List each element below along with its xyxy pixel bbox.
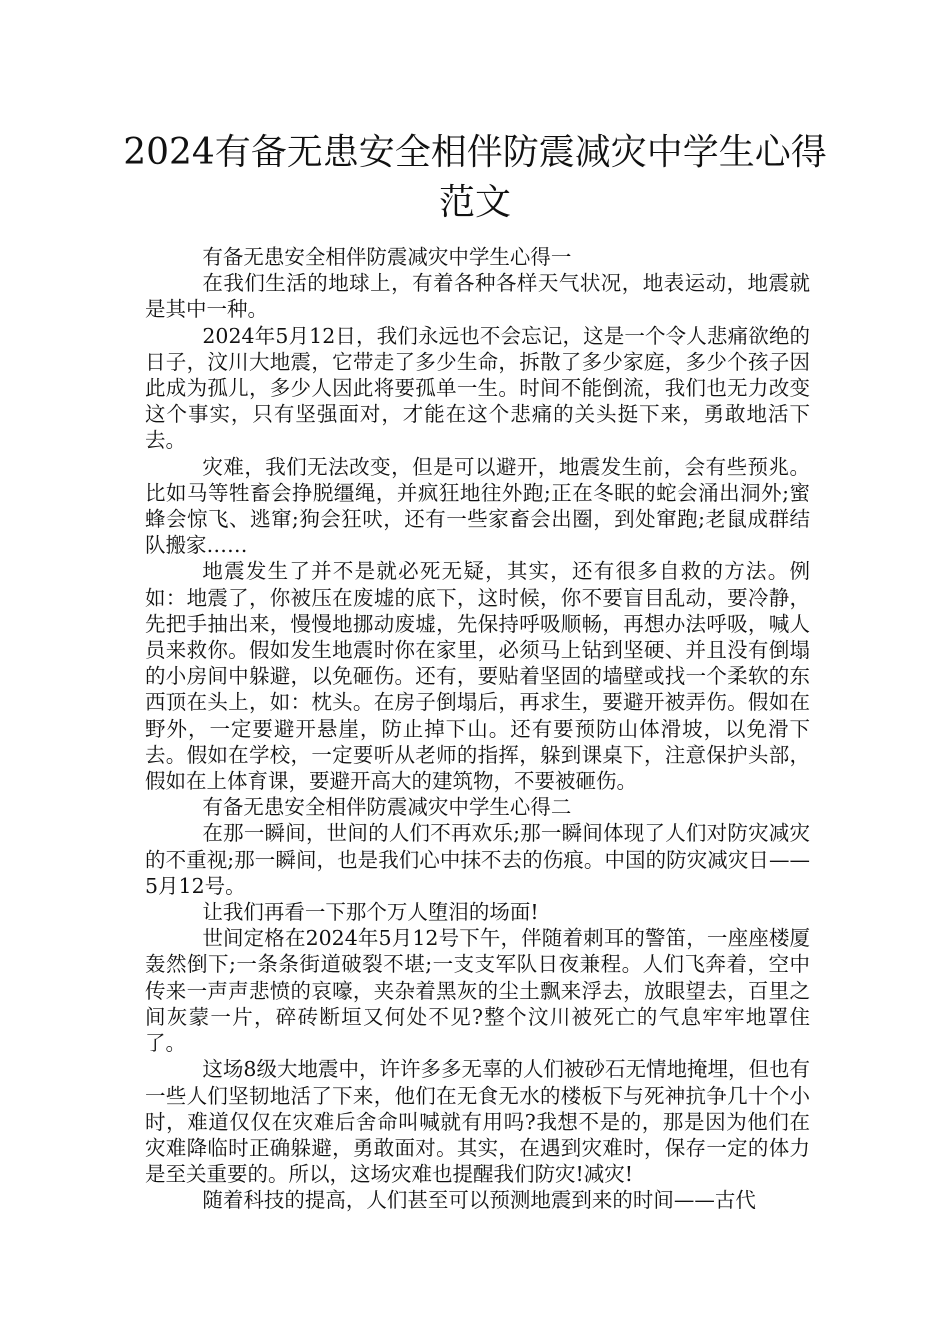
- paragraph: 这场8级大地震中，许许多多无辜的人们被砂石无情地掩埋，但也有一些人们坚韧地活了下来，他们在无食无水的楼板下与死神抗争几十个小时，难道仅仅在灾难后舍命叫喊就有用吗?我想不是的，那是因为他们在灾难降临时正确躲避，勇敢面对。其实，在遇到灾难时，保存一定的体力是至关重要的。所以，这场灾难也提醒我们防灾!减灾!: [145, 1057, 810, 1187]
- section-heading-1: 有备无患安全相伴防震减灾中学生心得一: [202, 245, 572, 269]
- paragraph: 地震发生了并不是就必死无疑，其实，还有很多自救的方法。例如：地震了，你被压在废墟的底下，这时候，你不要盲目乱动，要冷静，先把手抽出来，慢慢地挪动废墟，先保持呼吸顺畅，再想办法呼吸，喊人员来救你。假如发生地震时你在家里，必须马上钻到坚硬、并且没有倒塌的小房间中躲避，以免砸伤。还有，要贴着坚固的墙壁或找一个柔软的东西顶在头上，如：枕头。在房子倒塌后，再求生，要避开被弄伤。假如在野外，一定要避开悬崖，防止掉下山。还有要预防山体滑坡，以免滑下去。假如在学校，一定要听从老师的指挥，躲到课桌下，注意保护头部，假如在上体育课，要避开高大的建筑物，不要被砸伤。: [145, 559, 810, 794]
- paragraph: 在那一瞬间，世间的人们不再欢乐;那一瞬间体现了人们对防灾减灾的不重视;那一瞬间，也是我们心中抹不去的伤痕。中国的防灾减灾日——5月12号。: [145, 821, 810, 898]
- paragraph: 随着科技的提高，人们甚至可以预测地震到来的时间——古代: [202, 1188, 756, 1213]
- paragraph: 让我们再看一下那个万人堕泪的场面!: [202, 900, 539, 925]
- paragraph: 世间定格在2024年5月12号下午，伴随着刺耳的警笛，一座座楼厦轰然倒下;一条条街道破裂不堪;一支支军队日夜兼程。人们飞奔着，空中传来一声声悲愤的哀嚎，夹杂着黑灰的尘土飘来浮去，放眼望去，百里之间灰蒙一片，碎砖断垣又何处不见?整个汶川被死亡的气息牢牢地罩住了。: [145, 926, 810, 1056]
- document-body: [145, 244, 810, 1214]
- paragraph: 在我们生活的地球上，有着各种各样天气状况，地表运动，地震就是其中一种。: [145, 271, 810, 322]
- paragraph: 灾难，我们无法改变，但是可以避开，地震发生前，会有些预兆。比如马等牲畜会挣脱缰绳，并疯狂地往外跑;正在冬眠的蛇会涌出洞外;蜜蜂会惊飞、逃窜;狗会狂吠，还有一些家畜会出圈，到处窜跑;老鼠成群结队搬家……: [145, 454, 810, 558]
- paragraph: 2024年5月12日，我们永远也不会忘记，这是一个令人悲痛欲绝的日子，汶川大地震，它带走了多少生命，拆散了多少家庭，多少个孩子因此成为孤儿，多少人因此将要孤单一生。时间不能倒流，我们也无力改变这个事实，只有坚强面对，才能在这个悲痛的关头挺下来，勇敢地活下去。: [145, 323, 810, 453]
- document-title: 2024有备无患安全相伴防震减灾中学生心得范文: [123, 132, 827, 223]
- section-heading-2: 有备无患安全相伴防震减灾中学生心得二: [202, 795, 572, 820]
